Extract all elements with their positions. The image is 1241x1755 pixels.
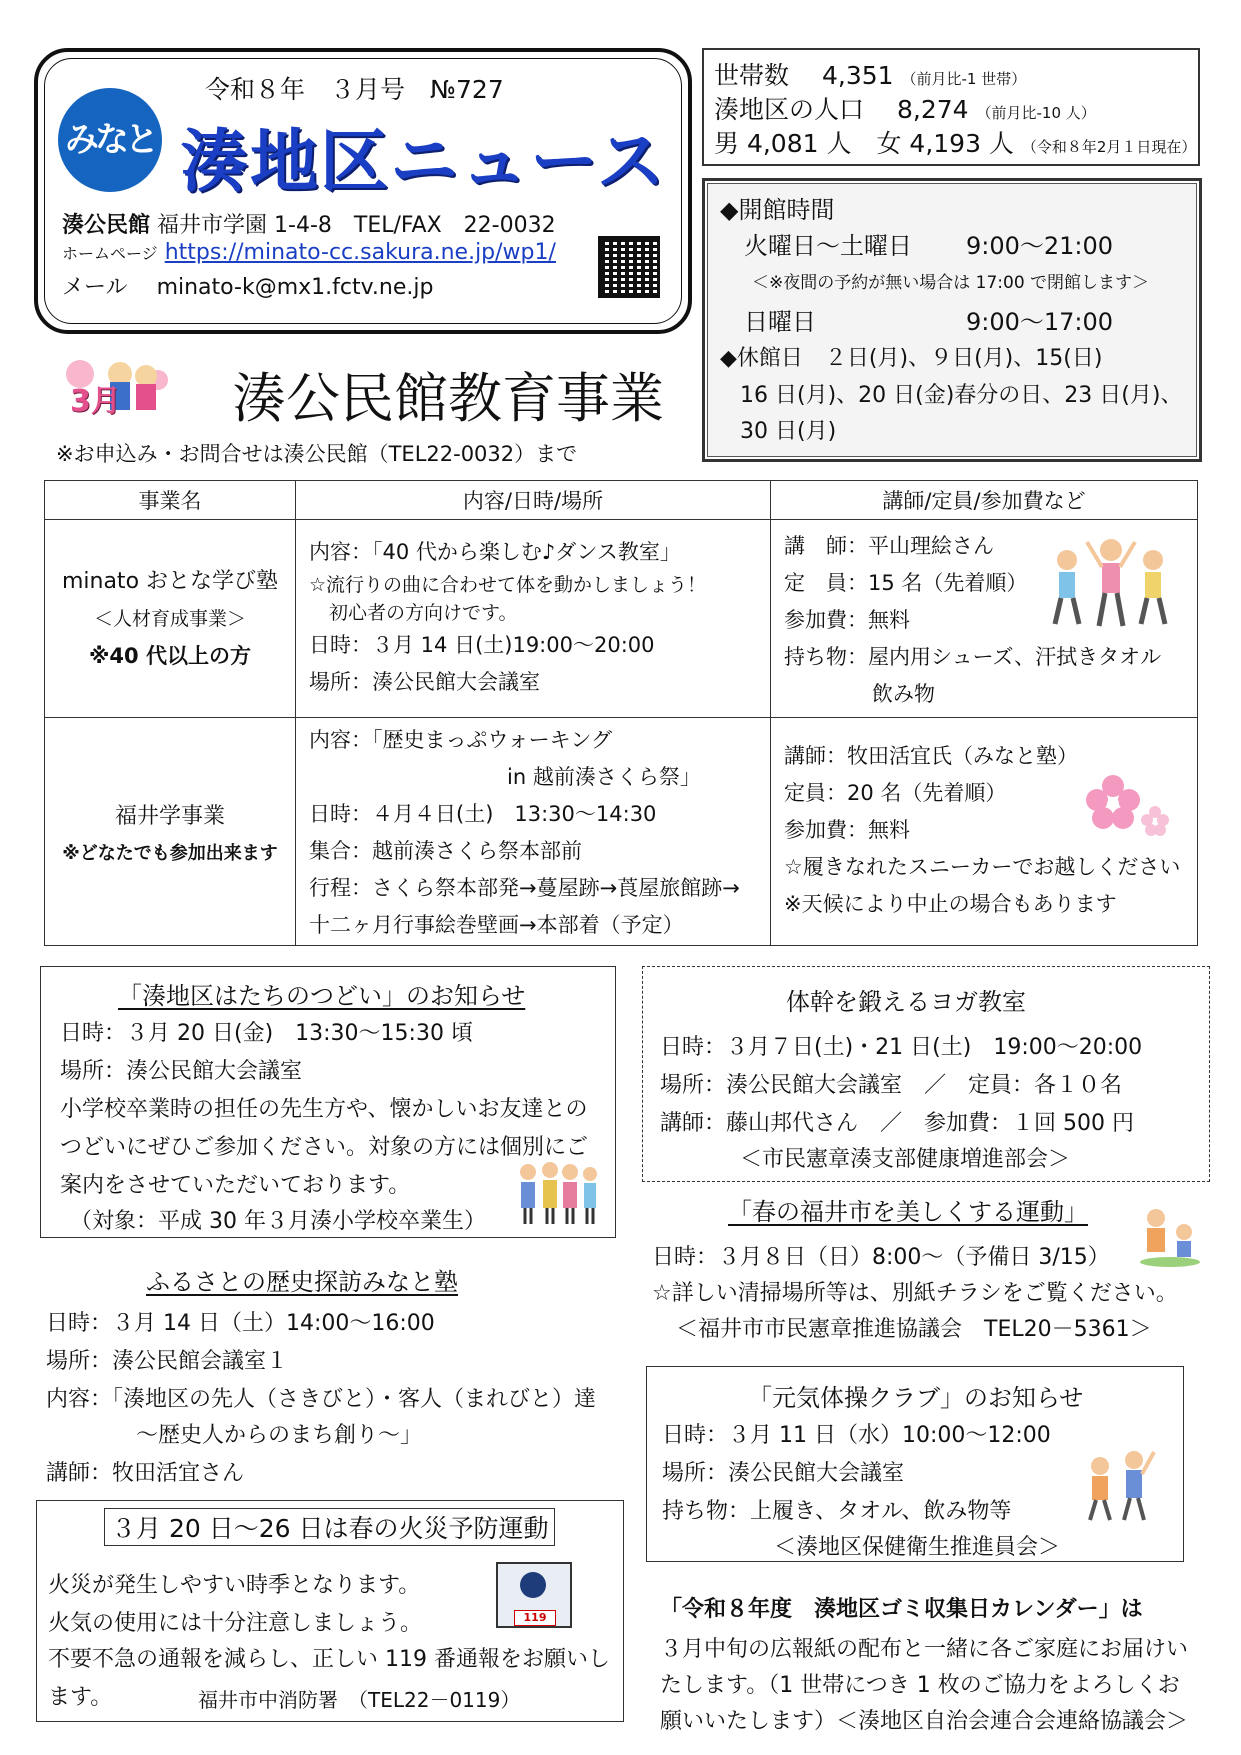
mail-address[interactable]: minato-k@mx1.fctv.ne.jp [156,275,434,300]
table-header: 事業名 [45,481,296,520]
event-sub: ※どなたでも参加出来ます [62,842,278,864]
households-note: （前月比-1 世帯） [901,70,1027,88]
fire-line: 火災が発生しやすい時季となります。 [48,1573,421,1598]
population-line [714,90,1096,126]
genki-line: 日時：３月 11 日（水）10:00～12:00 [662,1423,1051,1448]
info-line: 参加費：無料 [784,608,910,632]
sunday-label: 日曜日 [744,308,816,336]
info-line: 講 師：平山理絵さん [784,534,994,558]
content-line: 集合：越前湊さくら祭本部前 [309,839,582,863]
events-table [44,480,1198,946]
sunday-time: 9:00～17:00 [966,308,1114,336]
minato-logo: みなと [58,88,162,192]
fire-line: 火気の使用には十分注意しましょう。 [48,1611,423,1636]
info-line: 参加費：無料 [784,818,910,842]
content-line: 日時：４月４日(土) 13:30～14:30 [309,802,657,826]
weekday-label: 火曜日～土曜日 [744,232,912,260]
yoga-line: ＜市民憲章湊支部健康増進部会＞ [740,1147,1071,1172]
info-line: 持ち物：屋内用シューズ、汗拭きタオル [784,645,1162,669]
info-line: ☆履きなれたスニーカーでお越しください [784,855,1181,879]
event-info-cell [771,520,1198,718]
info-line: ※天候により中止の場合もあります [784,892,1117,916]
event-target: ※40 代以上の方 [89,643,251,668]
content-line: 行程：さくら祭本部発→蔓屋跡→莨屋旅館跡→ [309,876,740,900]
content-line: 日時：３月 14 日(土)19:00～20:00 [309,633,655,657]
hatachi-line: つどいにぜひご参加ください。対象の方には個別にご [60,1135,589,1160]
homepage-label: ホームページ [62,244,158,263]
fire-119-label: 119 [514,1610,556,1626]
hatachi-line: （対象：平成 30 年３月湊小学校卒業生） [70,1209,486,1234]
fire-line: ます。 [48,1685,113,1710]
event-name-cell [45,718,296,946]
genki-title: 「元気体操クラブ」のお知らせ [748,1384,1084,1412]
exercise-people-icon [1078,1446,1158,1522]
address-name: 湊公民館 [62,213,151,238]
event-content-cell [296,718,771,946]
table-header: 内容/日時/場所 [296,481,771,520]
weekday-note: ＜※夜間の予約が無い場合は 17:00 で閉館します＞ [752,273,1150,293]
issue-number: 令和８年 ３月号 №727 [205,75,504,104]
yoga-line: 場所：湊公民館大会議室 ／ 定員：各１０名 [660,1073,1123,1098]
info-line: 講師：牧田活宜氏（みなと塾） [784,744,1078,768]
genki-line: ＜湊地区保健衛生推進員会＞ [774,1535,1061,1560]
gender-line [714,124,1196,160]
mail-line [62,270,433,301]
cleaning-family-icon [1138,1206,1202,1268]
fire-line: 不要不急の通報を減らし、正しい 119 番通報をお願いし [48,1647,610,1672]
section-note: ※お申込み・お問合せは湊公民館（TEL22-0032）まで [56,442,578,466]
garbage-line: ３月中旬の広報紙の配布と一緒に各ご家庭にお届けい [660,1637,1189,1662]
mail-label: メール [62,275,128,300]
history-line: 日時：３月 14 日（土）14:00～16:00 [46,1311,435,1336]
homepage-line [62,240,556,265]
history-line: ～歴史人からのまち創り～」 [136,1423,423,1448]
hatachi-line: 案内をさせていただいております。 [60,1173,411,1198]
graduates-illustration-icon [514,1160,602,1226]
population-note: （前月比-10 人） [976,104,1096,122]
hatachi-line: 日時：３月 20 日(金) 13:30～15:30 頃 [60,1021,473,1046]
content-line: 場所：湊公民館大会議室 [309,670,540,694]
yoga-line: 講師：藤山邦代さん ／ 参加費：１回 500 円 [660,1111,1134,1136]
garbage-title: 「令和８年度 湊地区ゴミ収集日カレンダー」は [660,1597,1143,1622]
population-label: 湊地区の人口 [714,95,865,124]
dancers-illustration-icon [1047,532,1177,632]
content-line: 十二ヶ月行事絵巻壁画→本部着（予定） [309,913,684,937]
homepage-link[interactable]: https://minato-cc.sakura.ne.jp/wp1/ [164,240,556,265]
content-line: 内容：「40 代から楽しむ♪ダンス教室」 [309,540,681,564]
info-line: 定員：20 名（先着順） [784,781,1007,805]
content-line: 初心者の方向けです。 [329,602,518,624]
spring-clean-line: ☆詳しい清掃場所等は、別紙チラシをご覧ください。 [652,1281,1178,1306]
history-line: 内容：「湊地区の先人（さきびと）・客人（まれびと）達 [46,1387,597,1412]
fire-signature: 福井市中消防署 （TEL22－0119） [198,1688,521,1712]
gender-counts: 男 4,081 人 女 4,193 人 [714,129,1014,158]
content-line: 内容：「歴史まっぷウォーキング [309,728,613,752]
event-name: 福井学事業 [114,803,225,829]
closed-days-line2: 16 日(月)、20 日(金)春分の日、23 日(月)、 [740,383,1183,408]
address-text: 福井市学園 1-4-8 TEL/FAX 22-0032 [157,213,556,238]
address-line [62,208,556,239]
event-info-cell [771,718,1198,946]
garbage-line: たします。（1 世帯につき 1 枚のご協力をよろしくお [660,1673,1180,1698]
table-header: 講師/定員/参加費など [771,481,1198,520]
closed-days-line1: ◆休館日 ２日(月)、９日(月)、15(日) [720,346,1103,371]
qr-code-icon[interactable] [598,236,660,298]
spring-clean-title: 「春の福井市を美しくする運動」 [728,1198,1088,1226]
table-row [45,520,1198,718]
section-title: 湊公民館教育事業 [232,367,664,430]
history-title: ふるさとの歴史探訪みなと塾 [146,1268,458,1296]
spring-clean-line: ＜福井市市民憲章推進協議会 TEL20－5361＞ [676,1317,1152,1342]
households-line [714,56,1026,92]
event-name-cell [45,520,296,718]
info-line: 飲み物 [872,682,935,706]
sakura-flower-icon [1083,768,1173,838]
newsletter-title: 湊地区ニュース [180,123,667,202]
households-value: 4,351 [821,61,894,90]
month-badge-text: 3月 [70,384,121,419]
households-label: 世帯数 [714,61,790,90]
event-name: minato おとな学び塾 [61,568,279,594]
yoga-title: 体幹を鍛えるヨガ教室 [786,988,1026,1016]
table-row [45,718,1198,946]
event-sub: ＜人材育成事業＞ [93,607,246,630]
fire-title: ３月 20 日～26 日は春の火災予防運動 [104,1508,555,1546]
fire-dispatcher-icon [496,1562,572,1628]
weekday-time: 9:00～21:00 [966,232,1114,260]
history-line: 場所：湊公民館会議室１ [46,1349,289,1374]
garbage-line: 願いいたします）＜湊地区自治会連合会連絡協議会＞ [660,1709,1189,1734]
closed-days-line3: 30 日(月) [740,419,837,444]
stats-as-of: （令和８年2月１日現在） [1021,138,1197,156]
open-hours-label: ◆開館時間 [720,196,835,224]
genki-line: 持ち物：上履き、タオル、飲み物等 [662,1499,1012,1524]
hatachi-title: 「湊地区はたちのつどい」のお知らせ [118,982,526,1010]
spring-clean-line: 日時：３月８日（日）8:00～（予備日 3/15） [652,1245,1110,1270]
content-line: in 越前湊さくら祭」 [507,765,701,789]
population-value: 8,274 [896,95,969,124]
info-line: 定 員：15 名（先着順） [784,571,1028,595]
yoga-line: 日時：３月７日(土)・21 日(土) 19:00～20:00 [660,1035,1143,1060]
event-content-cell [296,520,771,718]
genki-line: 場所：湊公民館大会議室 [662,1461,905,1486]
content-line: ☆流行りの曲に合わせて体を動かしましょう！ [309,574,707,596]
hatachi-line: 小学校卒業時の担任の先生方や、懐かしいお友達との [60,1097,588,1122]
history-line: 講師：牧田活宜さん [46,1461,245,1486]
hatachi-line: 場所：湊公民館大会議室 [60,1059,303,1084]
